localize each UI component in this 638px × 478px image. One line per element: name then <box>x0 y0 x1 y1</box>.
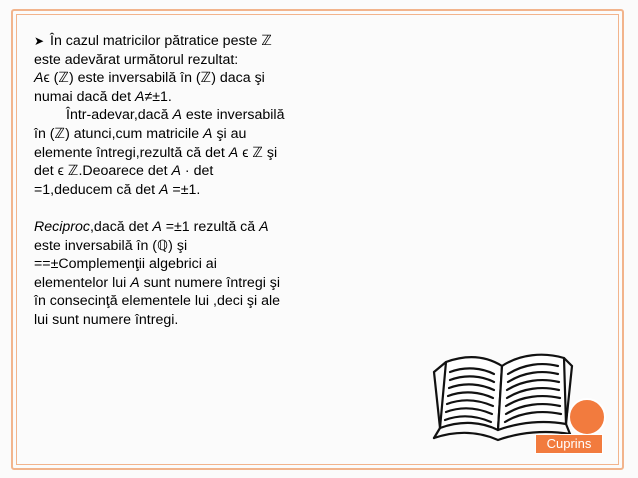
line-text: Într-adevar,dacă <box>66 107 173 124</box>
line-text: =±1 rezultă că <box>161 218 260 235</box>
line-text: =±1. <box>168 181 201 198</box>
line-italic: A <box>228 144 239 161</box>
text-line <box>34 69 334 88</box>
line-text: este adevărat următorul rezultat: <box>34 51 239 68</box>
line-text: =1,deducem că det <box>34 181 160 198</box>
text-line <box>34 51 334 70</box>
line-text: ==±Complemenţii algebrici ai <box>34 256 217 273</box>
open-book-icon <box>428 342 576 446</box>
line-italic: A <box>259 218 269 235</box>
text-line <box>34 106 334 125</box>
line-text: ,dacă det <box>89 218 153 235</box>
text-line <box>34 88 334 107</box>
line-italic: A <box>159 181 169 198</box>
text-line <box>34 218 334 237</box>
line-text: numai dacă det <box>34 88 135 105</box>
line-italic: A <box>203 125 213 142</box>
text-line <box>34 181 334 200</box>
slide-text <box>34 32 334 330</box>
right-arrowhead-icon: ➤ <box>34 34 45 48</box>
text-line <box>34 162 334 181</box>
line-text: este inversabilă în (ℚ) şi <box>34 237 188 254</box>
line-italic: A <box>172 107 182 124</box>
line-italic: A <box>171 163 181 180</box>
line-text: şi au <box>212 125 247 142</box>
line-text: lui sunt numere întregi. <box>34 311 179 328</box>
paragraph-gap <box>34 199 334 218</box>
text-line <box>34 237 334 256</box>
text-line <box>34 292 334 311</box>
text-line <box>34 255 334 274</box>
line-text: ϵ (ℤ) este inversabilă în (ℤ) daca şi <box>43 70 265 87</box>
cuprins-button[interactable]: Cuprins <box>535 434 603 454</box>
text-line <box>34 125 334 144</box>
text-line <box>34 311 334 330</box>
line-text: ϵ ℤ şi <box>238 144 278 161</box>
text-line <box>34 144 334 163</box>
line-text: sunt numere întregi şi <box>139 274 281 291</box>
line-text: det ϵ ℤ.Deoarece det <box>34 163 172 180</box>
line-text: ≠±1. <box>144 88 172 105</box>
line-text: în (ℤ) atunci,cum matricile <box>34 125 204 142</box>
line-text: În cazul matricilor pătratice peste ℤ <box>50 33 272 49</box>
line-text: elemente întregi,rezultă că det <box>34 144 229 161</box>
line-text: este inversabilă <box>181 107 285 124</box>
orange-circle-decoration <box>568 398 606 436</box>
line-italic: A <box>152 218 162 235</box>
line-italic: A <box>130 274 140 291</box>
line-text: în consecinţă elementele lui ,deci şi ale <box>34 293 281 310</box>
line-italic: A <box>134 88 145 105</box>
text-line <box>34 274 334 293</box>
text-line <box>34 32 334 51</box>
line-text: elementelor lui <box>34 274 131 291</box>
line-italic: Reciproc <box>34 218 90 235</box>
line-text: · det <box>180 163 214 180</box>
line-italic: A <box>34 70 44 87</box>
